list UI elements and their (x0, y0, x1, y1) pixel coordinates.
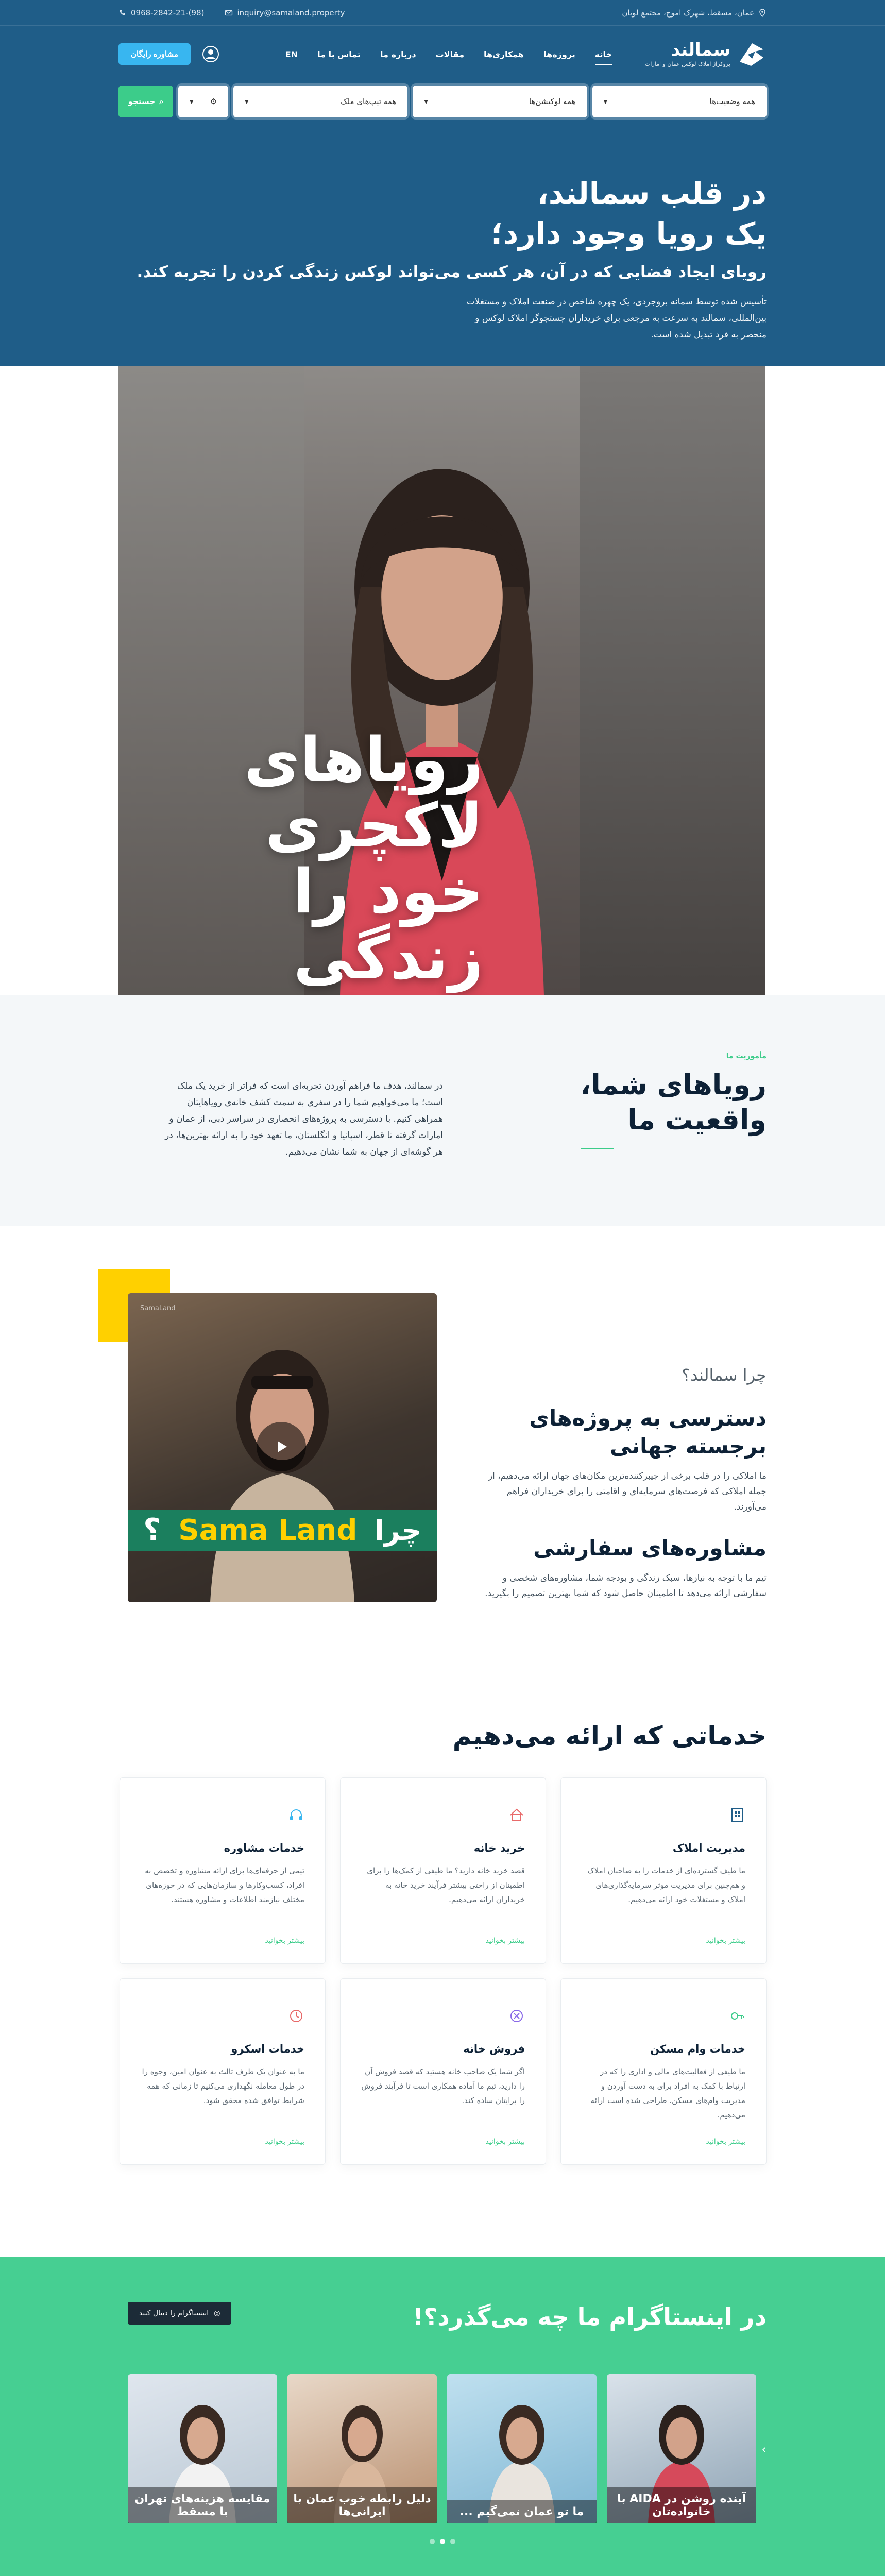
service-text: ما به عنوان یک طرف ثالث به عنوان امین، وجوه را در طول معامله نگهداری می‌کنیم تا زمانی که همه شرایط توافق شده محقق شود. (142, 2067, 304, 2105)
mission-eyebrow: مأموریت ما (726, 1052, 767, 1060)
phone-icon (118, 9, 127, 17)
play-button[interactable] (257, 1422, 306, 1471)
filter-toggle[interactable] (178, 86, 228, 117)
chevron-down-icon: ▾ (245, 97, 249, 106)
address-text: عمان، مسقط، شهرک اموج، مجتمع لوبان (622, 8, 754, 18)
banner-question-mark: ؟ (143, 1512, 161, 1548)
email-item[interactable] (225, 8, 345, 18)
read-more-link[interactable]: بیشتر بخوانید (706, 1937, 745, 1945)
service-card[interactable] (120, 1978, 326, 2165)
mission-title-line1: رویاهای شما، (580, 1069, 767, 1101)
menu-item-projects[interactable]: پروژه‌ها (543, 49, 575, 59)
post-caption: آینده روشن در AIDA با خانواده‌تان (607, 2487, 756, 2523)
service-text: ما طیفی از فعالیت‌های مالی و اداری را که در ارتباط با کمک به افراد برای به دست آوردن و مدیریت وام‌های مسکن، طراحی شده است ارائه می‌دهیم. (590, 2067, 745, 2120)
search-button-label: جستجو (128, 97, 156, 106)
menu-item-language[interactable]: EN (285, 49, 298, 59)
hero-subtitle: رویای ایجاد فضایی که در آن، هر کسی می‌تواند لوکس زندگی کردن را تجربه کند. (137, 263, 767, 281)
instagram-post[interactable] (447, 2374, 597, 2523)
key-icon (729, 2008, 745, 2024)
mission-section (0, 995, 885, 1226)
portrait-line2: لاکچری خود را (265, 790, 483, 927)
video-block (128, 1293, 443, 1607)
type-select-value: همه تیپ‌های ملک (341, 97, 397, 106)
address-item (622, 8, 767, 18)
hero-section (0, 0, 885, 366)
read-more-link[interactable]: بیشتر بخوانید (265, 1937, 304, 1945)
services-title: خدماتی که ارائه می‌دهیم (452, 1721, 767, 1751)
service-title: خرید خانه (473, 1842, 525, 1854)
menu-item-partnerships[interactable]: همکاری‌ها (484, 49, 524, 59)
menu-item-contact[interactable]: تماس با ما (317, 49, 361, 59)
hero-title-line1: در قلب سمالند، (537, 176, 767, 211)
search-bar (0, 86, 885, 117)
clock-icon (288, 2008, 304, 2024)
status-select-value: همه وضعیت‌ها (709, 97, 755, 106)
map-pin-icon (758, 9, 767, 17)
why-paragraph-2: تیم ما با توجه به نیازها، سبک زندگی و بودجه شما، مشاوره‌های شخصی و سفارشی ارائه می‌دهد تا اطمینان حاصل شود که شما بهترین تصمیم را بگیرید. (485, 1573, 767, 1599)
video-watermark: SamaLand (140, 1304, 176, 1312)
services-grid (120, 1777, 767, 2165)
hero-title (118, 173, 767, 253)
carousel-dot[interactable] (450, 2539, 455, 2544)
service-title: فروش خانه (463, 2043, 525, 2055)
why-text (478, 1365, 767, 1601)
service-card[interactable] (340, 1978, 546, 2165)
location-select[interactable] (413, 86, 587, 117)
carousel-dots (0, 2539, 885, 2544)
why-question: چرا سمالند؟ (682, 1365, 767, 1385)
phone-item[interactable] (118, 8, 204, 18)
service-card[interactable] (340, 1777, 546, 1964)
chevron-down-icon: ▾ (424, 97, 428, 106)
service-card[interactable] (120, 1777, 326, 1964)
building-icon (729, 1807, 745, 1823)
banner-brand: Sama Land (178, 1513, 358, 1547)
logo-name: سمالند (671, 39, 730, 60)
sliders-icon: ⚙ (210, 97, 217, 106)
phone-text: 0968-2842-21-(98) (131, 8, 205, 18)
carousel-dot[interactable] (430, 2539, 435, 2544)
search-button[interactable] (118, 86, 173, 117)
service-title: مدیریت املاک (672, 1842, 745, 1854)
service-text: اگر شما یک صاحب خانه هستید که قصد فروش آن را دارید، تیم ما آماده همکاری است تا فرآیند فروش را برایتان ساده کند. (361, 2067, 525, 2105)
service-title: خدمات مشاوره (224, 1842, 304, 1854)
tag-icon (508, 2008, 525, 2024)
mission-heading (581, 1052, 767, 1149)
read-more-link[interactable]: بیشتر بخوانید (706, 2138, 745, 2146)
service-title: خدمات اسکرو (231, 2043, 304, 2055)
title-underline (581, 1148, 614, 1149)
hero-title-line2: یک رویا وجود دارد؛ (491, 216, 767, 251)
logo-tagline: بروکراژ املاک لوکس عمان و امارات (645, 60, 730, 67)
house-icon (508, 1807, 525, 1823)
menu-item-about[interactable]: درباره ما (380, 49, 416, 59)
status-select[interactable] (592, 86, 767, 117)
free-consultation-button[interactable]: مشاوره رایگان (118, 43, 191, 65)
service-card[interactable] (560, 1978, 767, 2165)
menu (285, 46, 612, 62)
service-text: تیمی از حرفه‌ای‌ها برای ارائه مشاوره و تخصص به افراد، کسب‌وکارها و سازمان‌هایی که در حوزه‌های مختلف نیازمند اطلاعات و مشاوره هستند. (145, 1866, 304, 1904)
read-more-link[interactable]: بیشتر بخوانید (485, 2138, 525, 2146)
mission-title-line2: واقعیت ما (627, 1104, 767, 1136)
email-text: inquiry@samaland.property (237, 8, 345, 18)
carousel-dot-active[interactable] (440, 2539, 445, 2544)
mission-title (581, 1067, 767, 1138)
portrait-line3: زندگی (293, 922, 483, 993)
hero-text (0, 173, 885, 343)
mission-body: در سمالند، هدف ما فراهم آوردن تجربه‌ای است که فراتر از خرید یک ملک است؛ ما می‌خواهیم شما را در سفری به سمت کشف خانه‌ی رویاهایتان همراهی کنیم. با دسترسی به پروژه‌های انحصاری در سراسر دبی، از عمان و امارات گرفته تا قطر، اسپانیا و انگلستان، ما تعهد خود را به ارائه بهترین‌ها، در هر گوشه‌ای از جهان به شما نشان می‌دهیم. (164, 1081, 443, 1157)
headset-icon (288, 1807, 304, 1823)
carousel-next-arrow[interactable]: › (761, 2442, 767, 2456)
portrait-line1: رویاهای (244, 724, 483, 795)
instagram-post[interactable] (607, 2374, 756, 2523)
top-bar (0, 0, 885, 26)
follow-label: اینستاگرام را دنبال کنید (139, 2309, 209, 2317)
location-select-value: همه لوکیشن‌ها (529, 97, 576, 106)
video-player[interactable] (128, 1293, 437, 1602)
post-caption: دلیل رابطه خوب عمان با ایرانی‌ها (287, 2487, 437, 2523)
instagram-icon: ◎ (214, 2309, 220, 2317)
video-banner (128, 1510, 437, 1551)
post-caption: مقایسه هزینه‌های تهران با مسقط (128, 2487, 277, 2523)
logo[interactable] (645, 39, 767, 69)
why-paragraph-1: ما املاکی را در قلب برخی از جیبرکننده‌ترین مکان‌های جهان ارائه می‌دهیم، از جمله املاکی که فرصت‌های سرمایه‌ای و اقامتی را برای خریداران فراهم می‌آورند. (488, 1471, 767, 1512)
instagram-title: در اینستاگرام ما چه می‌گذرد؟! (413, 2303, 767, 2331)
menu-item-articles[interactable]: مقالات (435, 49, 465, 59)
chevron-down-icon: ▾ (190, 97, 194, 106)
why-section (0, 1226, 885, 1599)
portrait-banner (118, 366, 765, 995)
follow-instagram-button[interactable] (128, 2302, 231, 2325)
read-more-link[interactable]: بیشتر بخوانید (485, 1937, 525, 1945)
mail-icon (225, 9, 233, 17)
instagram-post[interactable] (287, 2374, 437, 2523)
type-select[interactable] (233, 86, 407, 117)
post-caption: ما تو عمان نمی‌گیم ... (447, 2500, 597, 2523)
service-text: ما طیف گسترده‌ای از خدمات را به صاحبان املاک و هم‌چنین برای مدیریت موثر سرمایه‌گذاری‌های املاک و مستغلات خود ارائه می‌دهیم. (587, 1866, 745, 1904)
instagram-section (0, 2257, 885, 2576)
read-more-link[interactable]: بیشتر بخوانید (265, 2138, 304, 2146)
menu-item-home[interactable]: خانه (595, 46, 612, 62)
why-heading-2: مشاوره‌های سفارشی (533, 1535, 767, 1561)
banner-why: چرا (374, 1514, 421, 1547)
main-nav (0, 26, 885, 82)
user-icon[interactable] (202, 45, 219, 63)
play-icon (273, 1438, 290, 1455)
instagram-posts (128, 2374, 757, 2523)
search-icon: ⌕ (159, 97, 164, 106)
logo-mark-icon (737, 39, 767, 69)
hero-body: تأسیس شده توسط سمانه بروجردی، یک چهره شاخص در صنعت املاک و مستغلات بین‌المللی، سمالند به سرعت به مرجعی برای خریداران جستجوگر املاک لوکس و منحصر به فرد تبدیل شده است. (466, 297, 767, 340)
service-title: خدمات وام مسکن (650, 2043, 745, 2055)
chevron-down-icon: ▾ (603, 97, 608, 106)
service-card[interactable] (560, 1777, 767, 1964)
why-heading-1: دسترسی به پروژه‌های برجسته جهانی (529, 1405, 767, 1459)
service-text: قصد خرید خانه دارید؟ ما طیفی از کمک‌ها را برای اطمینان از راحتی بیشتر فرآیند خرید خانه به خریداران ارائه می‌دهیم. (367, 1866, 525, 1904)
instagram-post[interactable] (128, 2374, 277, 2523)
